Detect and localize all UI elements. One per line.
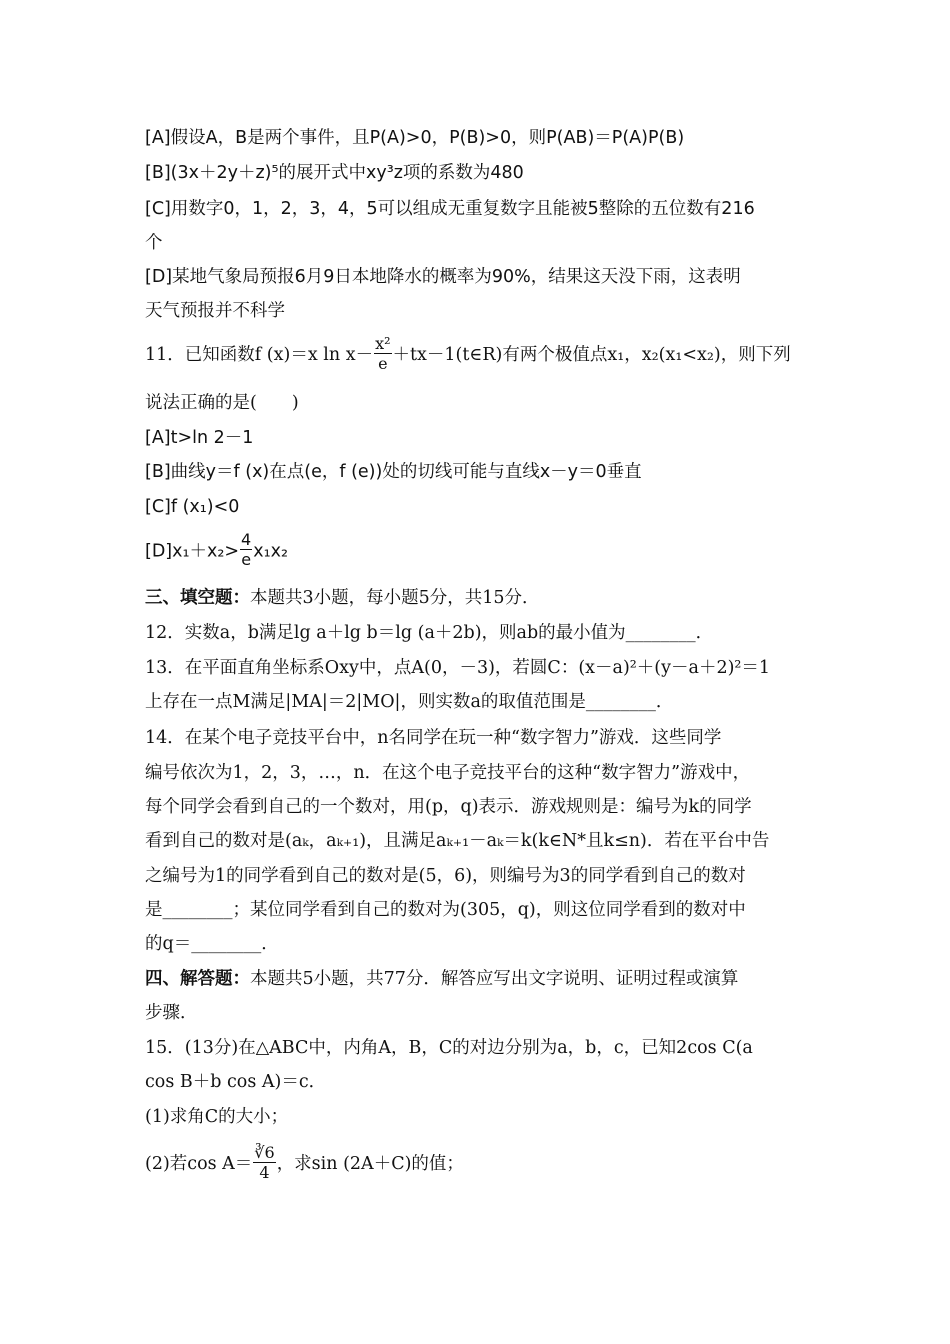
q11-option-d-pre: [D]x₁＋x₂> (145, 541, 240, 562)
q15-line-2: cos B＋b cos A)＝c． (145, 1072, 327, 1092)
q10-option-d: [D]某地气象局预报6月9日本地降水的概率为90%，结果这天没下雨，这表明 (145, 267, 741, 287)
section-4-title: 四、解答题： (145, 969, 250, 989)
q11-stem (145, 336, 791, 375)
q11-option-d (145, 532, 288, 571)
q11-fraction-numerator: x² (375, 334, 391, 353)
q11-option-d-post: x₁x₂ (253, 541, 288, 562)
q12: 12．实数a，b满足lg a＋lg b＝lg (a＋2b)，则ab的最小值为________． (145, 623, 714, 643)
q10-option-d-cont: 天气预报并不科学 (145, 301, 285, 321)
q14-line-4: 看到自己的数对是(aₖ，aₖ₊₁)，且满足aₖ₊₁－aₖ＝k(k∈N*且k≤n)．若在平台中告 (145, 831, 770, 851)
q14-line-5: 之编号为1的同学看到自己的数对是(5，6)，则编号为3的同学看到自己的数对 (145, 866, 746, 886)
q14-line-6: 是________；某位同学看到自己的数对为(305，q)，则这位同学看到的数对中 (145, 900, 746, 920)
q11-option-c: [C]f (x₁)<0 (145, 497, 240, 517)
q13-line-2: 上存在一点M满足|MA|＝2|MO|，则实数a的取值范围是________． (145, 692, 674, 712)
q14-line-1: 14．在某个电子竞技平台中，n名同学在玩一种“数字智力”游戏．这些同学 (145, 728, 722, 748)
q15-part-2-post: ，求sin (2A＋C)的值； (276, 1154, 464, 1174)
q11-stem-post: ＋tx－1(t∈R)有两个极值点x₁，x₂(x₁<x₂)，则下列 (392, 345, 791, 365)
q15-part-2-fraction (253, 1143, 275, 1182)
q10-option-b: [B](3x＋2y＋z)⁵的展开式中xy³z项的系数为480 (145, 163, 524, 183)
section-3-heading (145, 587, 540, 609)
q11-option-d-numerator: 4 (241, 530, 252, 549)
q10-option-a: [A]假设A，B是两个事件，且P(A)>0，P(B)>0，则P(AB)＝P(A)P(B) (145, 128, 685, 148)
q11-option-a: [A]t>ln 2－1 (145, 428, 254, 448)
q15-part-1: (1)求角C的大小； (145, 1107, 289, 1127)
q10-option-c: [C]用数字0，1，2，3，4，5可以组成无重复数字且能被5整除的五位数有216 (145, 199, 755, 219)
q14-line-7: 的q＝________． (145, 934, 279, 954)
q11-stem-pre: 11．已知函数f (x)＝x ln x－ (145, 345, 374, 365)
q11-option-b: [B]曲线y＝f (x)在点(e，f (e))处的切线可能与直线x－y＝0垂直 (145, 462, 642, 482)
section-3-text: 本题共3小题，每小题5分，共15分． (250, 588, 540, 608)
q11-fraction-denominator: e (378, 354, 388, 373)
q15-part-2 (145, 1145, 464, 1184)
section-4-text: 本题共5小题，共77分．解答应写出文字说明、证明过程或演算 (250, 969, 739, 989)
section-4-heading (145, 968, 738, 990)
q15-line-1: 15．(13分)在△ABC中，内角A，B，C的对边分别为a，b，c，已知2cos C(a (145, 1038, 753, 1058)
q11-fraction (374, 334, 391, 373)
q14-line-3: 每个同学会看到自己的一个数对，用(p，q)表示．游戏规则是：编号为k的同学 (145, 797, 752, 817)
section-4-text-cont: 步骤． (145, 1003, 198, 1023)
q14-line-2: 编号依次为1，2，3，…，n．在这个电子竞技平台的这种“数字智力”游戏中， (145, 763, 751, 783)
q11-option-d-denominator: e (241, 550, 252, 569)
q15-part-2-denominator: 4 (259, 1163, 270, 1182)
q10-option-c-cont: 个 (145, 233, 163, 253)
q11-option-d-fraction (240, 530, 252, 569)
q15-part-2-numerator: ∛6 (254, 1143, 275, 1162)
q11-stem-cont: 说法正确的是( ) (145, 393, 299, 413)
q15-part-2-pre: (2)若cos A＝ (145, 1154, 253, 1174)
q13-line-1: 13．在平面直角坐标系Oxy中，点A(0，－3)，若圆C：(x－a)²＋(y－a＋2)²＝1 (145, 658, 771, 678)
section-3-title: 三、填空题： (145, 588, 250, 608)
